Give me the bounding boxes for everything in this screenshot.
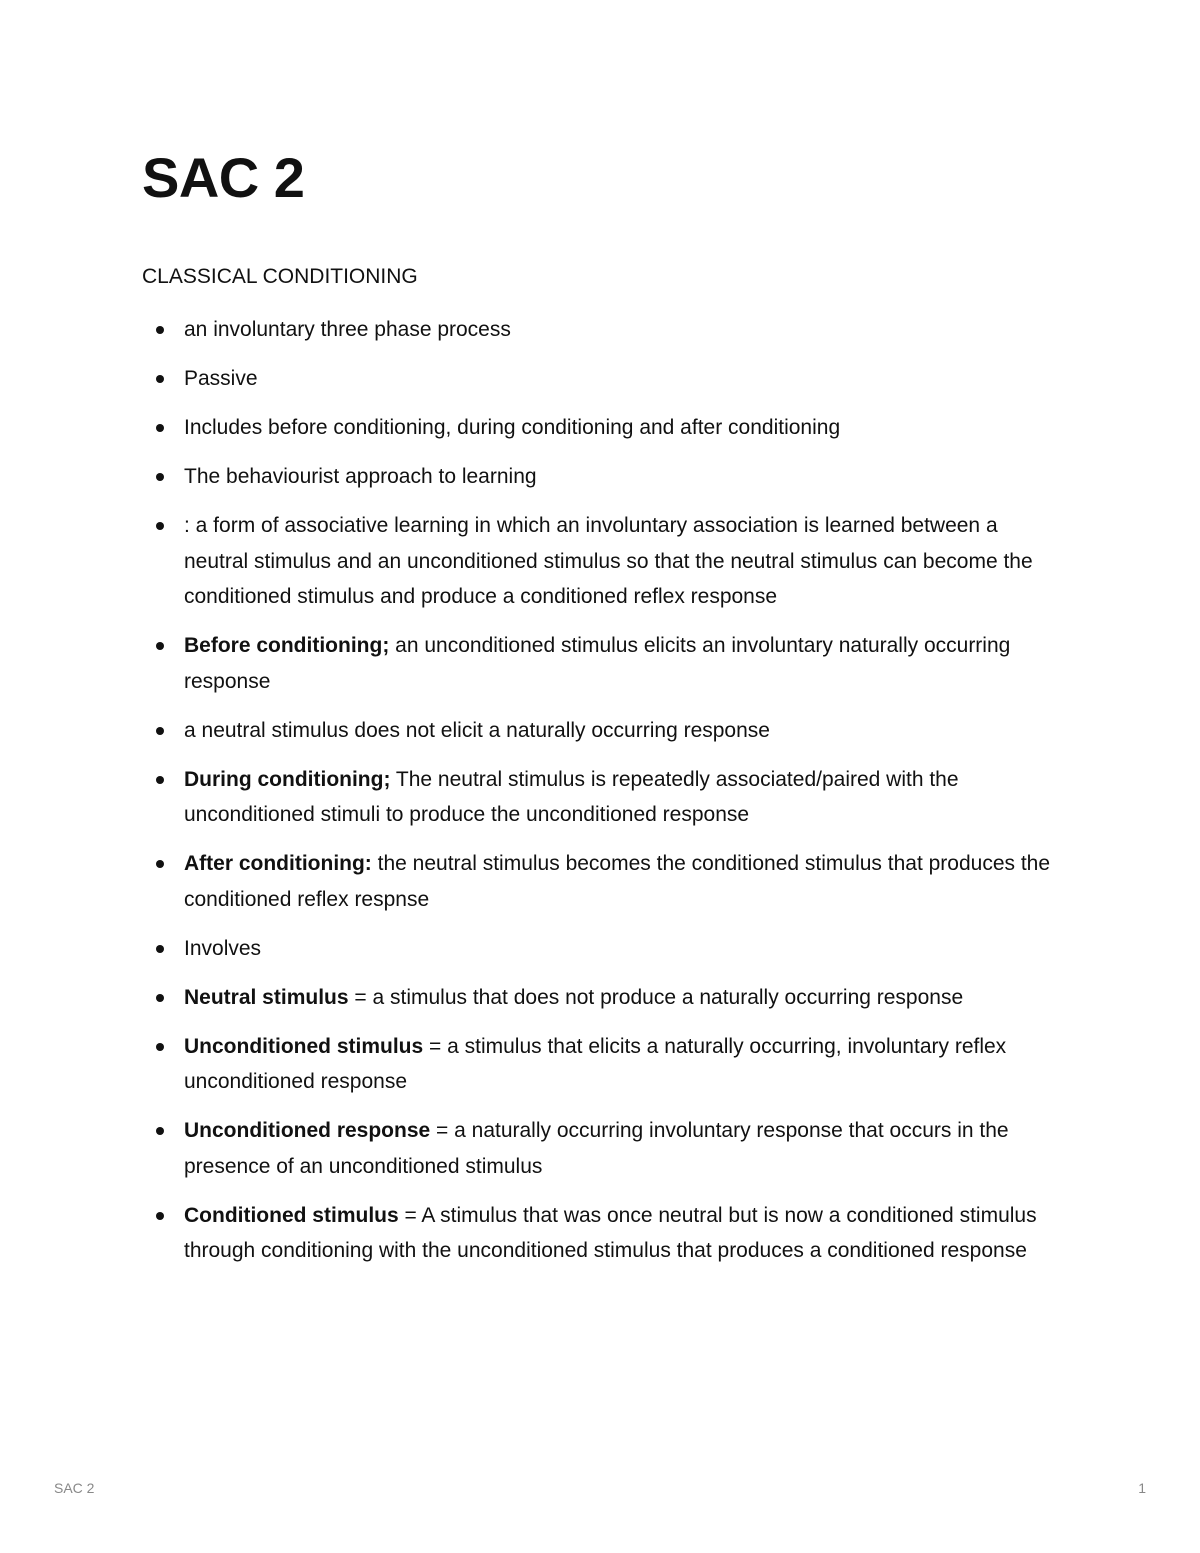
page-title: SAC 2	[142, 146, 305, 209]
item-term: Unconditioned response	[184, 1119, 431, 1142]
footer-document-title: SAC 2	[54, 1480, 95, 1496]
item-text: The behaviourist approach to learning	[184, 465, 537, 488]
bullet-dot-icon	[156, 375, 164, 383]
item-text: = A stimulus that was once neutral but is now a conditioned stimulus through conditioning with the unconditioned stimulus that produces a conditioned response	[184, 1203, 1037, 1262]
item-term: Conditioned stimulus	[184, 1203, 399, 1227]
item-text: = a naturally occurring involuntary response that occurs in the presence of an unconditioned stimulus	[184, 1119, 1009, 1178]
list-item	[0, 312, 1054, 348]
bullet-dot-icon	[156, 945, 164, 953]
list-item	[0, 459, 1054, 495]
bullet-list	[0, 312, 1200, 1282]
list-item	[0, 1029, 1054, 1100]
item-term: During conditioning;	[184, 767, 391, 791]
list-item	[0, 762, 1054, 833]
section-heading: CLASSICAL CONDITIONING	[142, 265, 418, 288]
item-text: Involves	[184, 936, 262, 960]
bullet-dot-icon	[156, 860, 164, 868]
list-item	[0, 713, 1054, 749]
bullet-dot-icon	[156, 326, 164, 334]
item-text: an unconditioned stimulus elicits an involuntary naturally occurring response	[184, 634, 1011, 693]
item-text: The neutral stimulus is repeatedly associated/paired with the unconditioned stimuli to produce the unconditioned response	[184, 767, 959, 826]
bullet-dot-icon	[156, 522, 164, 530]
item-term: Unconditioned stimulus	[184, 1034, 424, 1058]
bullet-dot-icon	[156, 1212, 164, 1220]
item-text: = a stimulus that elicits a naturally occurring, involuntary reflex unconditioned response	[184, 1034, 1007, 1093]
item-term: Before conditioning;	[184, 634, 390, 657]
list-item	[0, 628, 1054, 699]
item-text: Passive	[184, 367, 258, 390]
item-text: : a form of associative learning in which an involuntary association is learned between a neutral stimulus and an unconditioned stimulus so that the neutral stimulus can become the conditioned stimulus and produce a conditioned reflex response	[184, 514, 1033, 608]
list-item	[0, 1113, 1054, 1184]
list-item	[0, 508, 1054, 615]
bullet-dot-icon	[156, 473, 164, 481]
item-term: After conditioning:	[184, 852, 372, 875]
item-term: Neutral stimulus	[184, 985, 349, 1009]
item-text: the neutral stimulus becomes the conditioned stimulus that produces the conditioned reflex respnse	[184, 852, 1051, 911]
list-item	[0, 410, 1054, 446]
item-text: = a stimulus that does not produce a naturally occurring response	[348, 985, 964, 1009]
list-item	[0, 980, 1054, 1016]
item-text: an involuntary three phase process	[184, 318, 511, 341]
footer-page-number: 1	[1138, 1480, 1146, 1496]
bullet-dot-icon	[156, 424, 164, 432]
item-text: a neutral stimulus does not elicit a naturally occurring response	[184, 718, 770, 742]
bullet-dot-icon	[156, 727, 164, 735]
bullet-dot-icon	[156, 776, 164, 784]
list-item	[0, 931, 1054, 967]
bullet-dot-icon	[156, 994, 164, 1002]
bullet-dot-icon	[156, 1127, 164, 1135]
list-item	[0, 1198, 1054, 1269]
bullet-dot-icon	[156, 1043, 164, 1051]
list-item	[0, 846, 1054, 917]
item-text: Includes before conditioning, during conditioning and after conditioning	[184, 416, 841, 439]
list-item	[0, 361, 1054, 397]
bullet-dot-icon	[156, 642, 164, 650]
